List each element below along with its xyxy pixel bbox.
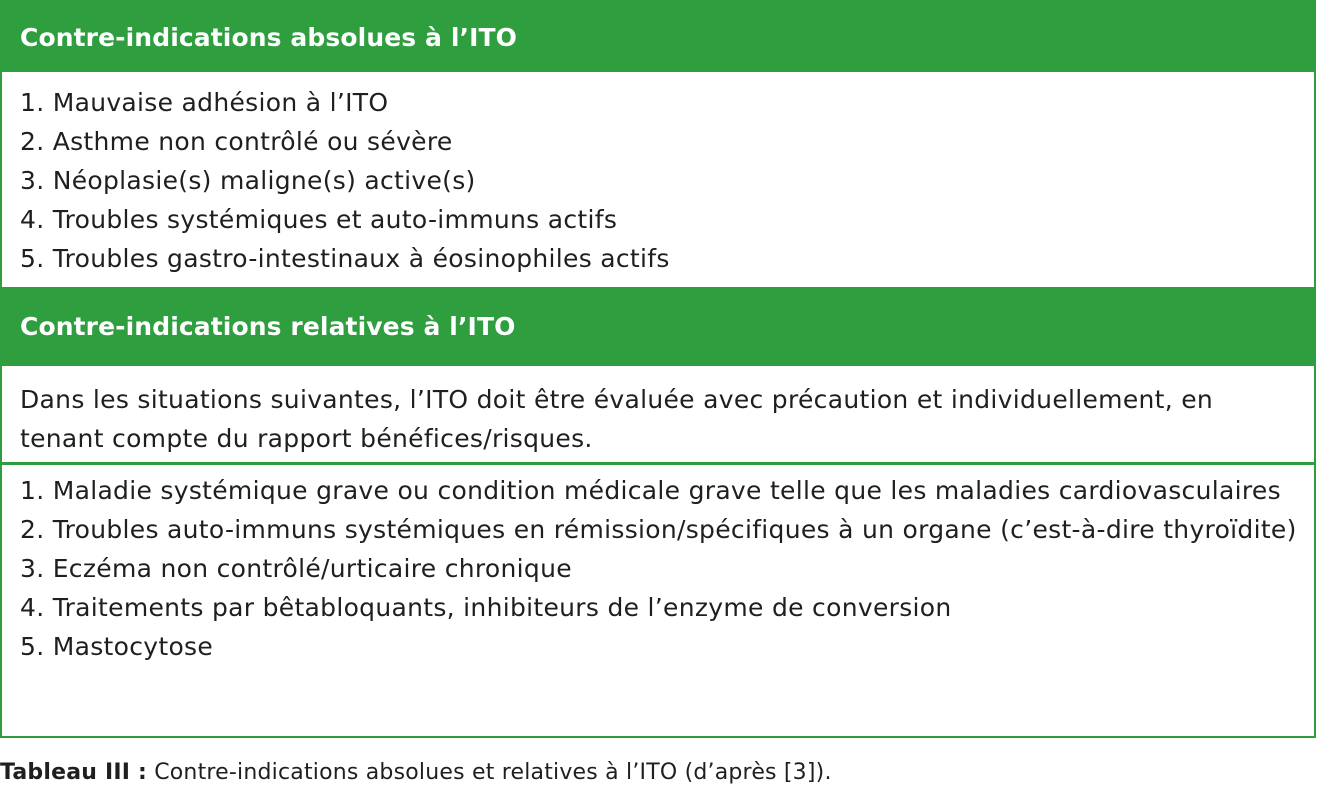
item-number: 5. <box>20 244 53 273</box>
item-text: Eczéma non contrôlé/urticaire chronique <box>52 554 572 583</box>
item-number: 4. <box>20 205 53 234</box>
caption-label: Tableau III : <box>0 760 148 785</box>
list-item <box>20 471 1300 510</box>
list-item <box>20 161 1300 200</box>
list-item <box>20 549 1300 588</box>
item-number: 1. <box>20 88 53 117</box>
absolute-section-body <box>2 72 1314 284</box>
item-number: 1. <box>20 476 53 505</box>
item-text: Asthme non contrôlé ou sévère <box>52 127 453 156</box>
item-number: 3. <box>20 554 53 583</box>
relative-intro-text: Dans les situations suivantes, l’ITO doit être évaluée avec précaution et individuellement, en tenant compte du rapport bénéfices/risques. <box>20 385 1214 453</box>
item-number: 3. <box>20 166 53 195</box>
item-text: Traitements par bêtabloquants, inhibiteurs de l’enzyme de conversion <box>52 593 952 622</box>
item-text: Néoplasie(s) maligne(s) active(s) <box>52 166 476 195</box>
table-caption <box>0 760 832 785</box>
list-item <box>20 200 1300 239</box>
item-text: Mastocytose <box>52 632 214 661</box>
relative-section-header <box>2 284 1314 366</box>
absolute-section-title: Contre-indications absolues à l’ITO <box>20 22 518 52</box>
item-text: Troubles gastro-intestinaux à éosinophiles actifs <box>52 244 670 273</box>
item-text: Troubles auto-immuns systémiques en rémission/spécifiques à un organe (c’est-à-dire thyroïdite) <box>52 515 1297 544</box>
item-number: 4. <box>20 593 53 622</box>
relative-section-body <box>2 462 1314 666</box>
absolute-list <box>20 83 1300 278</box>
relative-list <box>20 471 1300 666</box>
caption-text: Contre-indications absolues et relatives à l’ITO (d’après [3]). <box>147 760 832 785</box>
item-text: Mauvaise adhésion à l’ITO <box>52 88 389 117</box>
item-text: Troubles systémiques et auto-immuns actifs <box>52 205 618 234</box>
absolute-section-header <box>2 2 1314 72</box>
list-item <box>20 588 1300 627</box>
item-number: 2. <box>20 127 53 156</box>
list-item <box>20 83 1300 122</box>
relative-section-title: Contre-indications relatives à l’ITO <box>20 312 516 341</box>
item-number: 5. <box>20 632 53 661</box>
relative-intro <box>2 366 1314 462</box>
list-item <box>20 510 1300 549</box>
list-item <box>20 122 1300 161</box>
list-item <box>20 239 1300 278</box>
item-text: Maladie systémique grave ou condition médicale grave telle que les maladies cardiovasculaires <box>52 476 1281 505</box>
list-item <box>20 627 1300 666</box>
item-number: 2. <box>20 515 53 544</box>
